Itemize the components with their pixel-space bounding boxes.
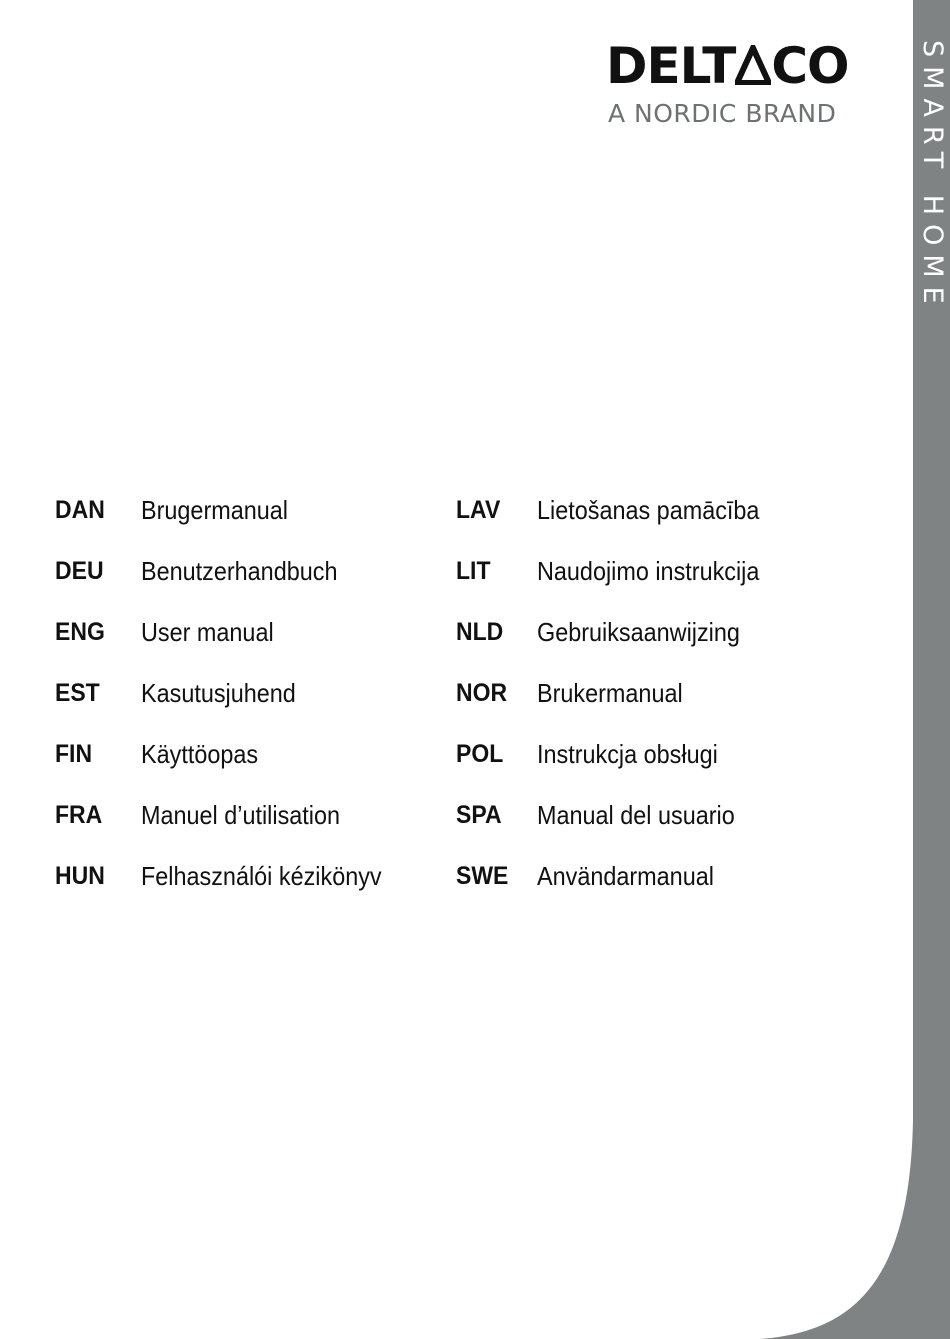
side-band-curve bbox=[760, 1120, 950, 1339]
manual-title: Lietošanas pamācība bbox=[537, 495, 760, 525]
language-list-right bbox=[456, 488, 836, 915]
deltaco-logo bbox=[606, 38, 856, 134]
language-row-swe bbox=[456, 854, 836, 915]
language-code: ENG bbox=[55, 618, 105, 646]
language-code: SWE bbox=[456, 862, 509, 890]
language-row-dan bbox=[55, 488, 435, 549]
language-list-left bbox=[55, 488, 435, 915]
logo-wordmark bbox=[606, 38, 849, 94]
language-code: DEU bbox=[55, 557, 104, 585]
language-row-spa bbox=[456, 793, 836, 854]
language-row-hun bbox=[55, 854, 435, 915]
manual-title: Felhasználói kézikönyv bbox=[141, 861, 382, 891]
language-row-fin bbox=[55, 732, 435, 793]
manual-title: Brukermanual bbox=[537, 678, 683, 708]
smart-home-label: SMART HOME bbox=[917, 40, 948, 313]
language-row-eng bbox=[55, 610, 435, 671]
language-row-deu bbox=[55, 549, 435, 610]
language-row-nor bbox=[456, 671, 836, 732]
language-row-lav bbox=[456, 488, 836, 549]
language-code: NLD bbox=[456, 618, 504, 646]
language-row-lit bbox=[456, 549, 836, 610]
language-row-fra bbox=[55, 793, 435, 854]
manual-title: Kasutusjuhend bbox=[141, 678, 296, 708]
manual-title: Benutzerhandbuch bbox=[141, 556, 338, 586]
logo-wordmark-end: CO bbox=[771, 37, 849, 95]
language-code: EST bbox=[55, 679, 100, 707]
language-code: SPA bbox=[456, 801, 502, 829]
delta-triangle-icon bbox=[735, 45, 771, 85]
language-row-pol bbox=[456, 732, 836, 793]
manual-title: Användarmanual bbox=[537, 861, 714, 891]
language-row-nld bbox=[456, 610, 836, 671]
manual-title: Brugermanual bbox=[141, 495, 288, 525]
manual-title: Gebruiksaanwijzing bbox=[537, 617, 740, 647]
language-code: FRA bbox=[55, 801, 103, 829]
language-row-est bbox=[55, 671, 435, 732]
manual-title: User manual bbox=[141, 617, 274, 647]
language-code: POL bbox=[456, 740, 504, 768]
manual-title: Naudojimo instrukcija bbox=[537, 556, 760, 586]
language-code: LIT bbox=[456, 557, 491, 585]
manual-title: Manuel d’utilisation bbox=[141, 800, 341, 830]
logo-tagline: A NORDIC BRAND bbox=[608, 99, 837, 128]
language-code: FIN bbox=[55, 740, 93, 768]
manual-title: Instrukcja obsługi bbox=[537, 739, 718, 769]
logo-wordmark-start: DELT bbox=[606, 37, 736, 95]
language-code: DAN bbox=[55, 496, 105, 524]
manual-title: Käyttöopas bbox=[141, 739, 259, 769]
language-code: NOR bbox=[456, 679, 508, 707]
language-code: HUN bbox=[55, 862, 105, 890]
manual-title: Manual del usuario bbox=[537, 800, 735, 830]
language-code: LAV bbox=[456, 496, 501, 524]
